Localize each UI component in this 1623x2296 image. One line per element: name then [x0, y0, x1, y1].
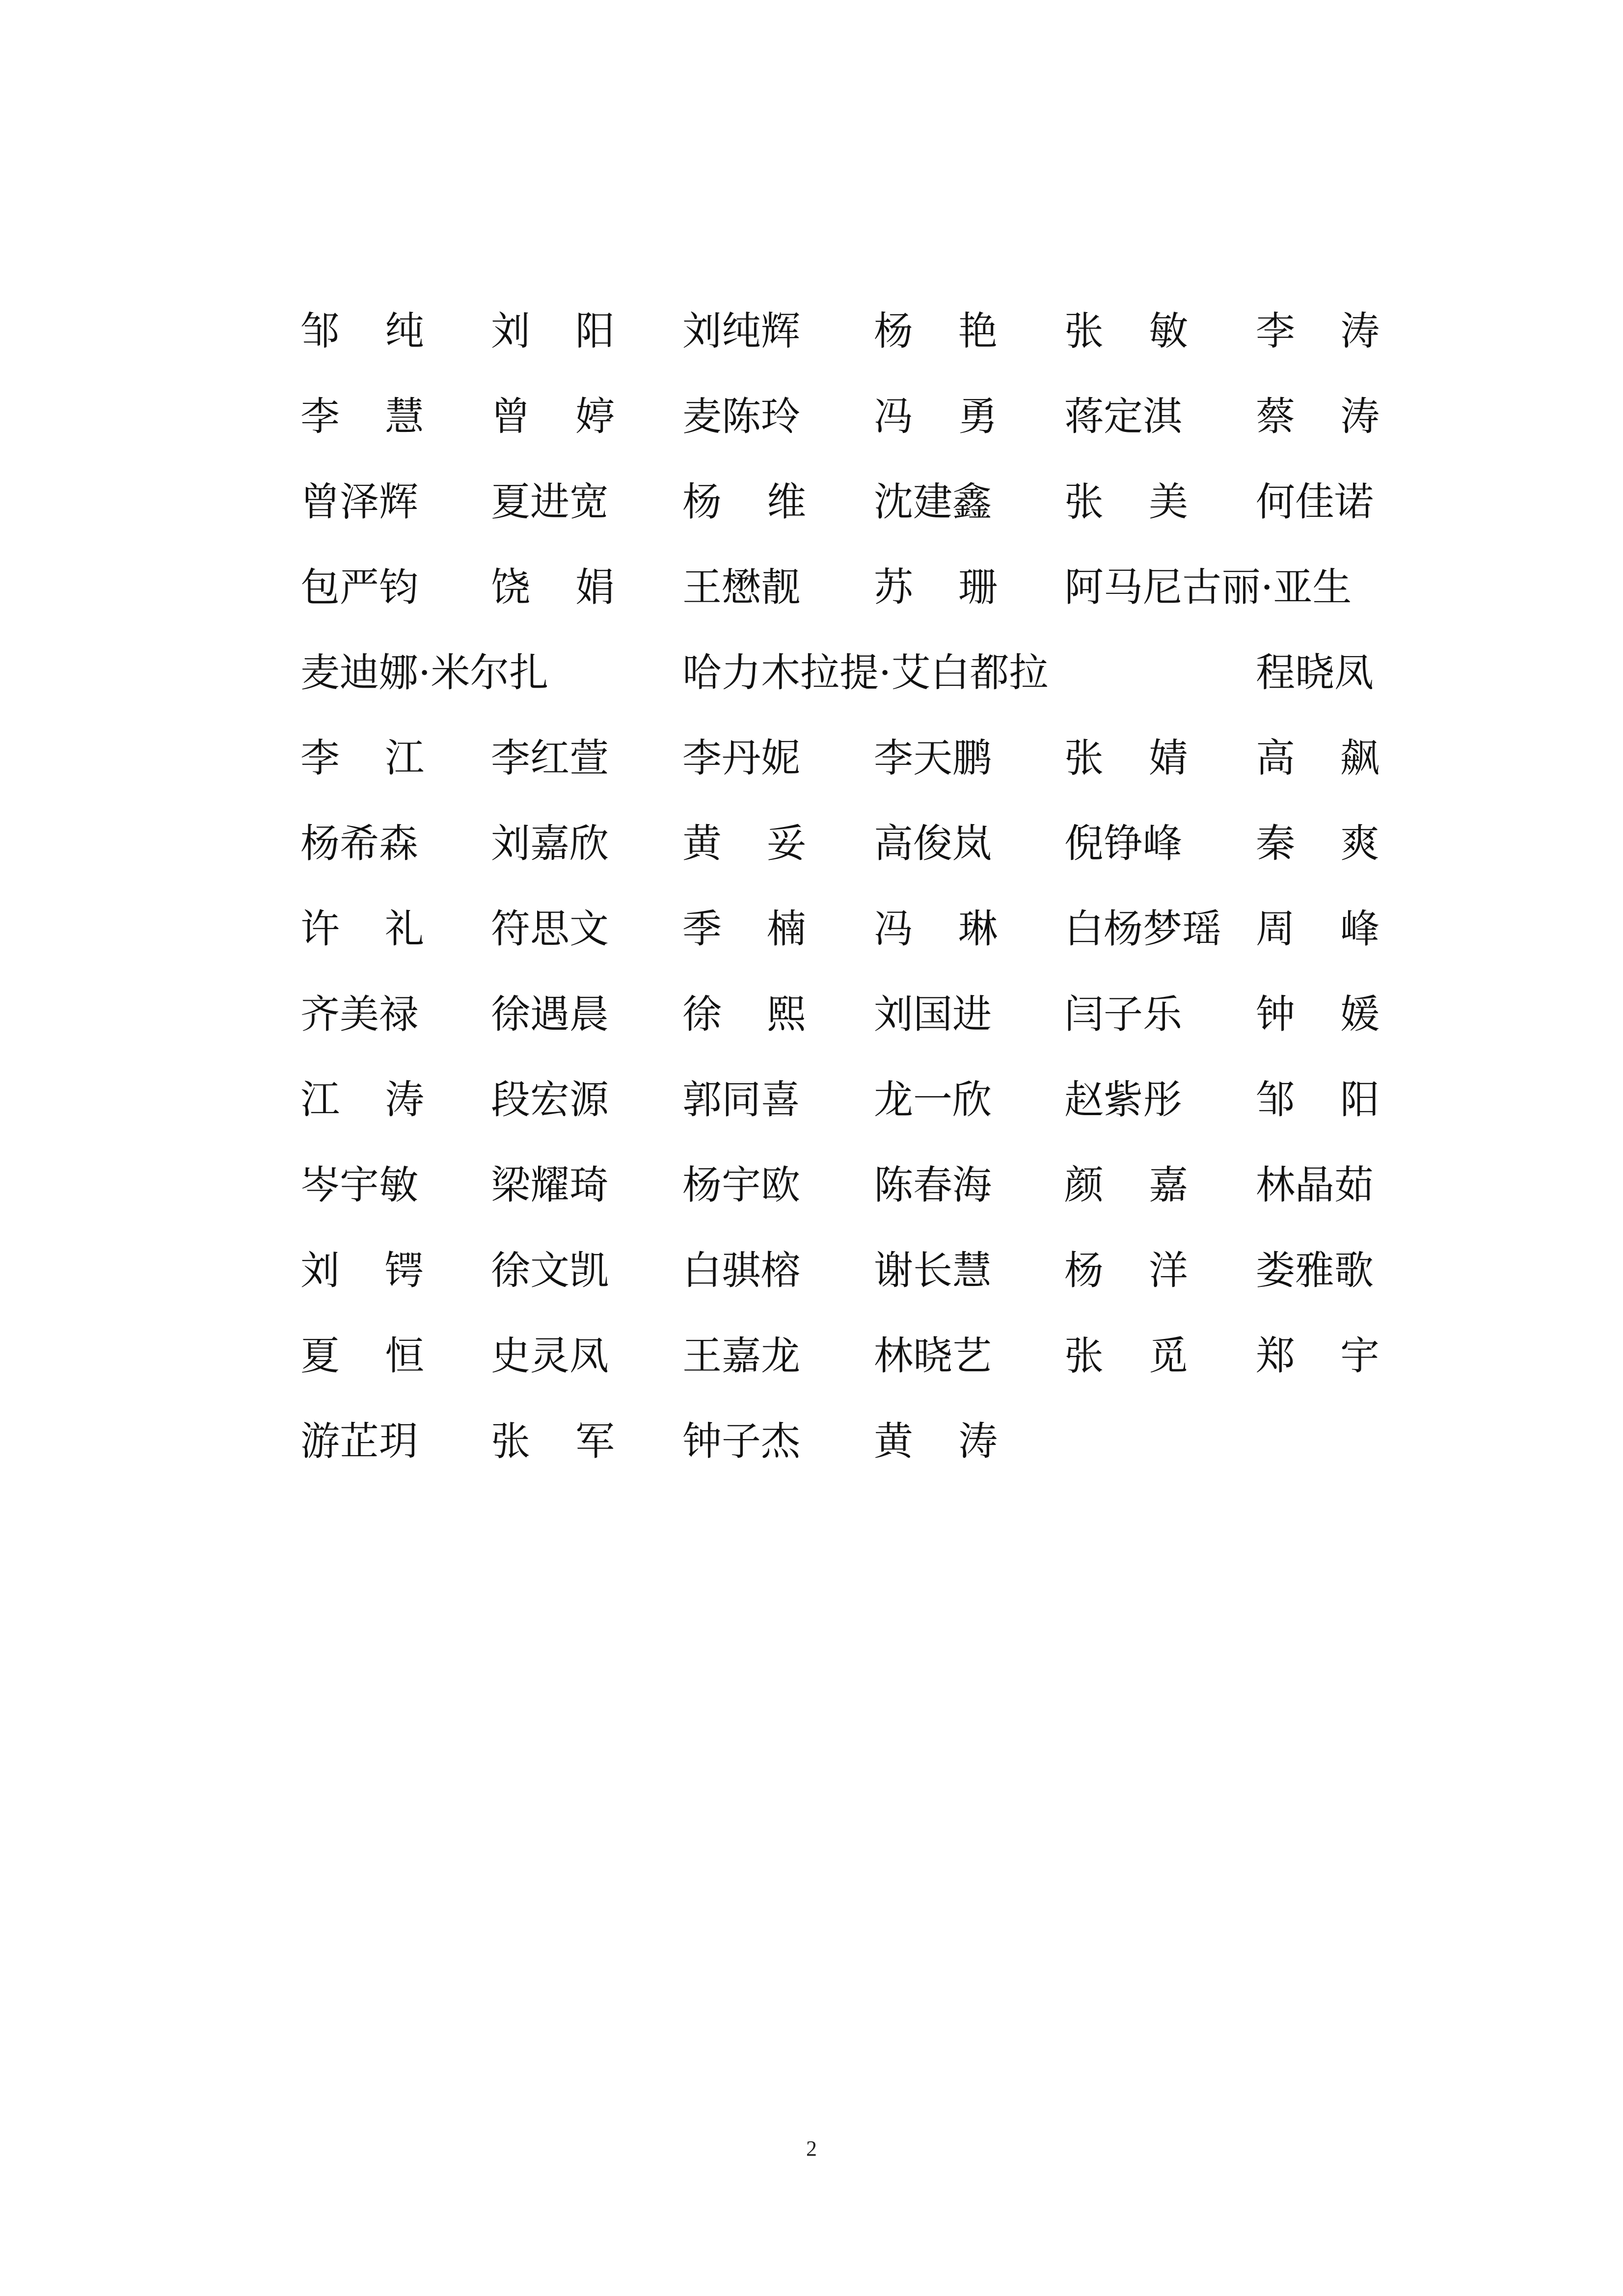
- name-entry: 李天鹏: [874, 735, 992, 781]
- name-entry: 张 敏: [1064, 308, 1188, 354]
- name-row: [0, 643, 1623, 702]
- name-entry: 娄雅歌: [1256, 1248, 1374, 1293]
- name-entry: 饶 娟: [491, 564, 615, 610]
- name-entry: 史灵凤: [491, 1333, 609, 1379]
- name-row: [0, 729, 1623, 788]
- name-row: [0, 558, 1623, 617]
- name-entry: 钟 媛: [1256, 991, 1380, 1037]
- name-entry: 邹 阳: [1256, 1077, 1380, 1122]
- name-entry: 陈春海: [874, 1162, 992, 1208]
- name-entry: 张 觅: [1064, 1333, 1188, 1379]
- name-entry: 郑 宇: [1256, 1333, 1380, 1379]
- name-entry: 李红萱: [491, 735, 609, 781]
- name-entry: 林晶茹: [1256, 1162, 1374, 1208]
- name-entry: 游芷玥: [300, 1418, 418, 1464]
- name-entry: 秦 爽: [1256, 821, 1380, 866]
- name-entry: 程晓凤: [1256, 650, 1374, 695]
- name-entry: 刘嘉欣: [491, 821, 609, 866]
- name-entry: 龙一欣: [874, 1077, 992, 1122]
- name-entry: 曾 婷: [491, 394, 615, 439]
- name-entry: 闫子乐: [1064, 991, 1182, 1037]
- name-entry: 倪铮峰: [1064, 821, 1182, 866]
- name-entry: 杨 艳: [874, 308, 998, 354]
- name-entry: 段宏源: [491, 1077, 609, 1122]
- name-entry: 张 美: [1064, 479, 1188, 525]
- name-entry: 王嘉龙: [682, 1333, 800, 1379]
- name-entry: 杨宇欧: [682, 1162, 800, 1208]
- name-entry: 钟子杰: [682, 1418, 800, 1464]
- name-entry: 颜 嘉: [1064, 1162, 1188, 1208]
- page-number: 2: [806, 2136, 817, 2161]
- name-entry: 刘 阳: [491, 308, 615, 354]
- name-entry: 蔡 涛: [1256, 394, 1380, 439]
- name-entry: 哈力木拉提·艾白都拉: [682, 650, 1049, 695]
- name-row: [0, 814, 1623, 873]
- name-entry: 冯 勇: [874, 394, 998, 439]
- name-entry: 徐文凯: [491, 1248, 609, 1293]
- name-entry: 郭同喜: [682, 1077, 800, 1122]
- name-entry: 周 峰: [1256, 906, 1380, 952]
- name-row: [0, 985, 1623, 1044]
- name-entry: 林晓艺: [874, 1333, 992, 1379]
- name-entry: 张 婧: [1064, 735, 1188, 781]
- name-entry: 邹 纯: [300, 308, 424, 354]
- name-entry: 季 楠: [682, 906, 806, 952]
- name-row: [0, 900, 1623, 959]
- name-entry: 夏进宽: [491, 479, 609, 525]
- name-entry: 刘国进: [874, 991, 992, 1037]
- name-entry: 麦陈玲: [682, 394, 800, 439]
- name-entry: 高俊岚: [874, 821, 992, 866]
- name-entry: 李 江: [300, 735, 424, 781]
- name-row: [0, 302, 1623, 361]
- name-entry: 杨 维: [682, 479, 806, 525]
- name-entry: 曾泽辉: [300, 479, 418, 525]
- name-entry: 赵紫彤: [1064, 1077, 1182, 1122]
- name-entry: 刘纯辉: [682, 308, 800, 354]
- name-entry: 沈建鑫: [874, 479, 992, 525]
- name-entry: 李 慧: [300, 394, 424, 439]
- name-entry: 杨希森: [300, 821, 418, 866]
- name-entry: 李丹妮: [682, 735, 800, 781]
- name-entry: 白骐榕: [682, 1248, 800, 1293]
- name-entry: 许 礼: [300, 906, 424, 952]
- name-entry: 徐 熙: [682, 991, 806, 1037]
- name-row: [0, 1156, 1623, 1215]
- name-row: [0, 1327, 1623, 1386]
- name-entry: 李 涛: [1256, 308, 1380, 354]
- name-entry: 岑宇敏: [300, 1162, 418, 1208]
- name-row: [0, 1412, 1623, 1471]
- name-entry: 包严钧: [300, 564, 418, 610]
- name-entry: 阿马尼古丽·亚生: [1064, 564, 1352, 610]
- name-entry: 何佳诺: [1256, 479, 1374, 525]
- name-entry: 谢长慧: [874, 1248, 992, 1293]
- name-entry: 黄 涛: [874, 1418, 998, 1464]
- name-entry: 蒋定淇: [1064, 394, 1182, 439]
- name-entry: 黄 妥: [682, 821, 806, 866]
- name-row: [0, 1070, 1623, 1129]
- name-row: [0, 387, 1623, 446]
- name-row: [0, 473, 1623, 532]
- name-entry: 梁耀琦: [491, 1162, 609, 1208]
- name-entry: 刘 锷: [300, 1248, 424, 1293]
- name-row: [0, 1241, 1623, 1300]
- name-entry: 杨 洋: [1064, 1248, 1188, 1293]
- name-entry: 徐遇晨: [491, 991, 609, 1037]
- name-entry: 王懋靓: [682, 564, 800, 610]
- name-entry: 符思文: [491, 906, 609, 952]
- name-entry: 张 军: [491, 1418, 615, 1464]
- name-entry: 麦迪娜·米尔扎: [300, 650, 549, 695]
- name-entry: 江 涛: [300, 1077, 424, 1122]
- name-entry: 高 飙: [1256, 735, 1380, 781]
- name-entry: 白杨梦瑶: [1064, 906, 1221, 952]
- name-entry: 苏 珊: [874, 564, 998, 610]
- name-entry: 齐美禄: [300, 991, 418, 1037]
- name-entry: 冯 琳: [874, 906, 998, 952]
- name-entry: 夏 恒: [300, 1333, 424, 1379]
